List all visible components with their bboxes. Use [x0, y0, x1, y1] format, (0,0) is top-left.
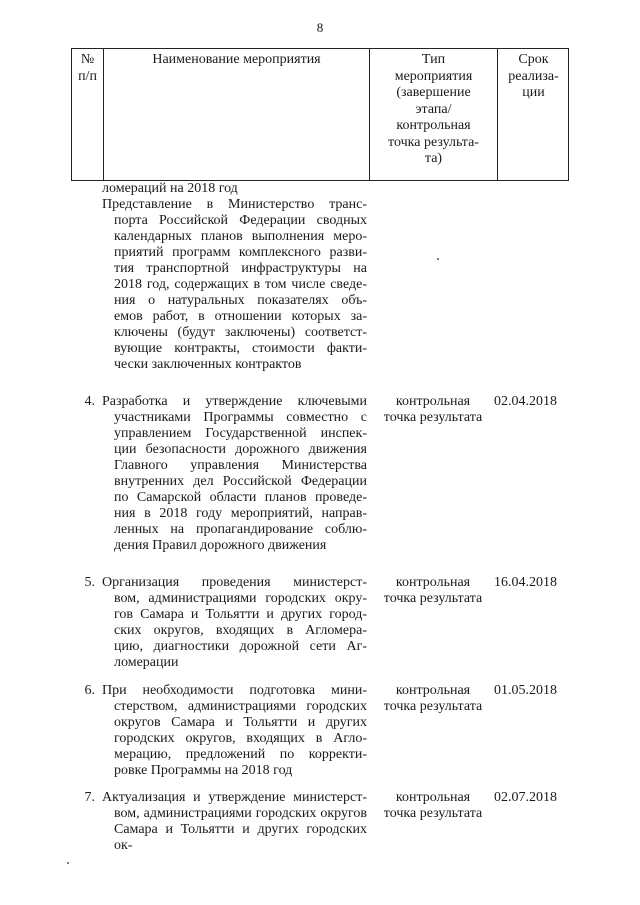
- page-number: 8: [316, 20, 324, 35]
- row-type: [377, 575, 489, 607]
- table-header: [71, 48, 569, 181]
- text-line: 2018 год, содержащих в том числе сведе-: [114, 277, 367, 292]
- header-num: [72, 52, 103, 85]
- row-number: 5.: [84, 575, 95, 590]
- text-line: контрольная: [395, 790, 471, 805]
- text-line: контрольная: [395, 575, 471, 590]
- text-line: управлением Государственной инспек-: [114, 426, 367, 441]
- text-line: ломерации: [114, 655, 179, 670]
- text-line: дения Правил дорожного движения: [114, 538, 327, 553]
- text-line: приятий программ комплексного разви-: [114, 245, 367, 260]
- text-line: чески заключенных контрактов: [114, 357, 302, 372]
- text-line: календарных планов выполнения меро-: [114, 229, 367, 244]
- row-type: [377, 790, 489, 822]
- scan-speck: [437, 258, 439, 260]
- text-line: вом, администрациями городских окру-: [114, 591, 367, 606]
- text-line: ключены (будут заключены) соответст-: [114, 325, 367, 340]
- text-line: по Самарской области планов проведе-: [114, 490, 367, 505]
- row-date: 02.07.2018: [494, 790, 557, 805]
- header-type: [370, 52, 497, 168]
- column-divider: [103, 49, 104, 180]
- text-line: При необходимости подготовка мини-: [102, 683, 367, 698]
- text-line: ломераций на 2018 год: [102, 181, 238, 196]
- header-term: [498, 52, 569, 102]
- text-line: округов Самара и Тольятти и других: [114, 715, 367, 730]
- text-line: контрольная: [395, 683, 471, 698]
- row-name: [102, 790, 367, 854]
- scan-speck: [67, 862, 69, 864]
- text-line: мерацию, предложений по корректи-: [114, 747, 367, 762]
- text-line: Представление в Министерство транс-: [102, 197, 367, 212]
- row-name: [102, 394, 367, 554]
- row-date: 01.05.2018: [494, 683, 557, 698]
- row-type: [377, 683, 489, 715]
- continuation-text: [102, 181, 367, 373]
- header-type-line: мероприятия: [394, 68, 473, 84]
- header-type-line: контрольная: [396, 118, 471, 133]
- text-line: цию, диагностики дорожной сети Аг-: [114, 639, 367, 654]
- header-term-line: ции: [522, 85, 545, 100]
- text-line: контрольная: [395, 394, 471, 409]
- text-line: емов работ, в отношении которых за-: [114, 309, 367, 324]
- text-line: точка результата: [383, 591, 483, 606]
- header-type-line: (завершение: [396, 85, 471, 100]
- header-num-line: №: [80, 52, 95, 67]
- text-line: городских округов, входящих в Агло-: [114, 731, 367, 746]
- text-line: Разработка и утверждение ключевыми: [102, 394, 367, 409]
- row-date: 02.04.2018: [494, 394, 557, 409]
- row-number: 7.: [84, 790, 95, 805]
- text-line: внутренних дел Российской Федерации: [114, 474, 367, 489]
- text-line: Актуализация и утверждение министерст-: [102, 790, 367, 805]
- text-line: точка результата: [383, 699, 483, 714]
- header-type-line: Тип: [421, 52, 446, 67]
- header-term-line: реализа-: [508, 68, 559, 84]
- row-number: 4.: [84, 394, 95, 409]
- text-line: ния о натуральных показателях объ-: [114, 293, 367, 308]
- text-line: вующие контракты, стоимости факти-: [114, 341, 367, 356]
- row-type: [377, 394, 489, 426]
- text-line: участниками Программы совместно с: [114, 410, 367, 425]
- header-type-line: та): [424, 151, 443, 166]
- row-date: 16.04.2018: [494, 575, 557, 590]
- header-type-line: этапа/: [415, 101, 452, 117]
- text-line: тия транспортной инфраструктуры на: [114, 261, 367, 276]
- text-line: порта Российской Федерации сводных: [114, 213, 367, 228]
- header-name: [104, 52, 369, 69]
- header-name-line: Наименование мероприятия: [152, 52, 321, 67]
- row-name: [102, 575, 367, 671]
- header-num-line: п/п: [78, 68, 97, 84]
- text-line: вом, администрациями городских округов: [114, 806, 367, 821]
- header-term-line: Срок: [518, 52, 549, 67]
- text-line: ленных на пропагандирование соблю-: [114, 522, 367, 537]
- text-line: ских округов, входящих в Агломера-: [114, 623, 367, 638]
- text-line: ции безопасности дорожного движения: [114, 442, 367, 457]
- text-line: Организация проведения министерст-: [102, 575, 367, 590]
- row-number: 6.: [84, 683, 95, 698]
- text-line: гов Самара и Тольятти и других город-: [114, 607, 367, 622]
- text-line: ния в 2018 году мероприятий, направ-: [114, 506, 367, 521]
- text-line: точка результата: [383, 806, 483, 821]
- text-line: точка результата: [383, 410, 483, 425]
- text-line: Главного управления Министерства: [114, 458, 367, 473]
- text-line: Самара и Тольятти и других городских ок-: [114, 822, 367, 853]
- row-name: [102, 683, 367, 779]
- text-line: стерством, администрациями городских: [114, 699, 367, 714]
- header-type-line: точка результа-: [388, 134, 479, 150]
- text-line: ровке Программы на 2018 год: [114, 763, 293, 778]
